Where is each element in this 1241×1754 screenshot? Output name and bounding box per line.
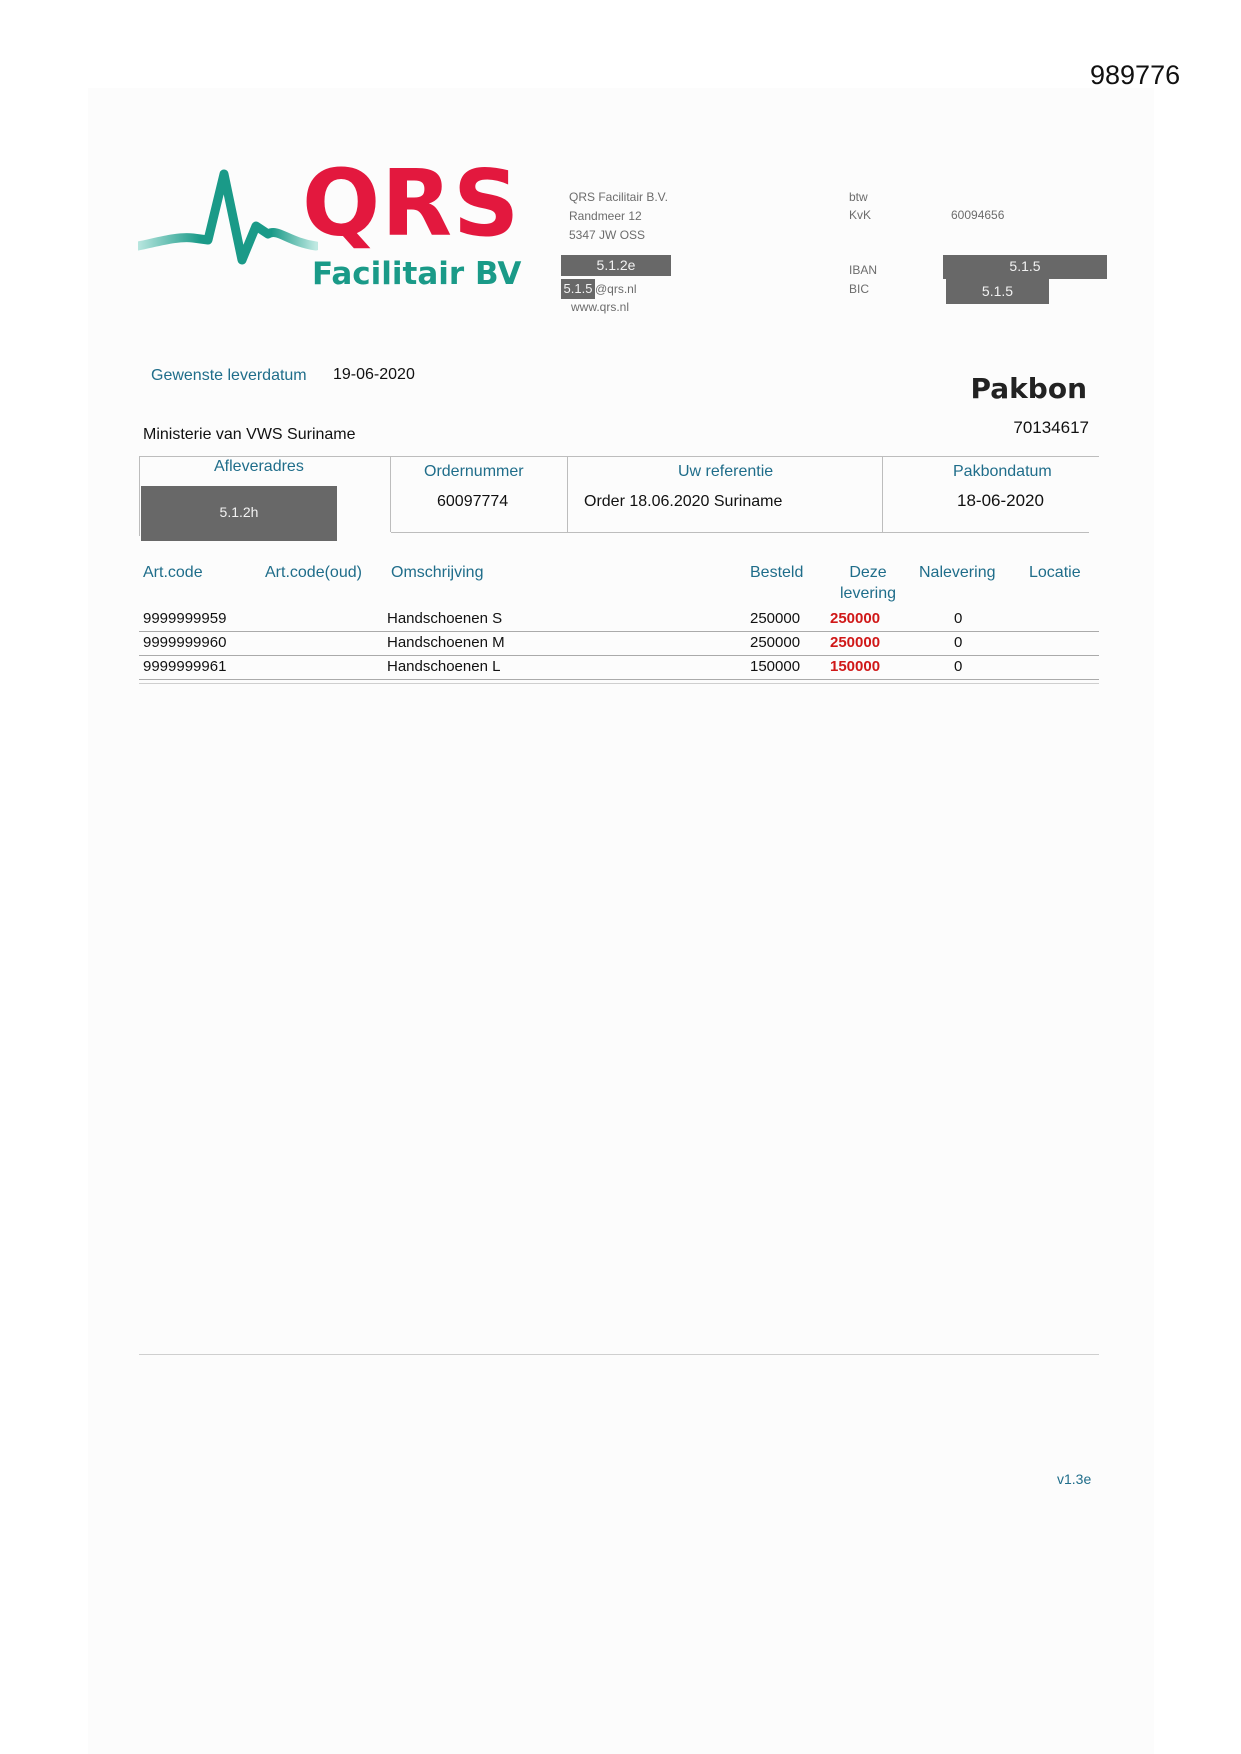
bic-label: BIC: [849, 282, 870, 296]
redacted-email-prefix: 5.1.5: [561, 279, 595, 299]
header-top-line: [139, 456, 1099, 457]
logo-text-qrs: QRS: [302, 150, 521, 257]
document-title: Pakbon: [970, 372, 1087, 405]
cell-besteld: 250000: [750, 634, 801, 651]
cell-besteld: 150000: [750, 658, 801, 675]
row-divider: [139, 631, 1099, 632]
cell-besteld: 250000: [750, 610, 801, 627]
redacted-phone: 5.1.2e: [561, 255, 671, 276]
afleveradres-label: Afleveradres: [214, 458, 304, 475]
header-divider: [139, 456, 140, 536]
cell-nalevering: 0: [954, 634, 963, 651]
col-header-deze: Deze: [849, 564, 887, 581]
delivery-date-value: 19-06-2020: [333, 366, 415, 383]
cell-nalevering: 0: [954, 658, 963, 675]
customer-name: Ministerie van VWS Suriname: [143, 426, 356, 443]
table-bottom-line: [139, 683, 1099, 684]
kvk-value: 60094656: [951, 208, 1005, 222]
company-city: 5347 JW OSS: [569, 228, 646, 242]
cell-deze-levering: 150000: [830, 658, 881, 675]
cell-deze-levering: 250000: [830, 610, 881, 627]
col-header-omschrijving: Omschrijving: [391, 564, 484, 581]
row-divider: [139, 655, 1099, 656]
ordernummer-value: 60097774: [437, 493, 509, 510]
company-name: QRS Facilitair B.V.: [569, 190, 668, 204]
col-header-deze-levering: [840, 564, 896, 603]
delivery-date-label: Gewenste leverdatum: [151, 367, 307, 384]
kvk-label: KvK: [849, 208, 872, 222]
pakbon-number: 70134617: [1013, 418, 1089, 437]
cell-artcode: 9999999959: [143, 610, 227, 627]
logo-text-subtitle: Facilitair BV: [312, 256, 522, 292]
col-header-besteld: Besteld: [750, 564, 804, 581]
cell-nalevering: 0: [954, 610, 963, 627]
company-logo: [138, 150, 538, 298]
header-divider: [882, 456, 883, 532]
company-address: [569, 188, 668, 245]
ordernummer-label: Ordernummer: [424, 463, 524, 480]
header-bottom-line: [391, 532, 1089, 533]
footer-line: [139, 1354, 1099, 1355]
cell-deze-levering: 250000: [830, 634, 881, 651]
cell-omschrijving: Handschoenen L: [387, 658, 501, 675]
redacted-iban: 5.1.5: [943, 255, 1107, 279]
redacted-afleveradres: 5.1.2h: [141, 486, 337, 541]
btw-label: btw: [849, 190, 868, 204]
referentie-label: Uw referentie: [678, 463, 774, 480]
company-street: Randmeer 12: [569, 209, 642, 223]
pakbondatum-value: 18-06-2020: [957, 491, 1044, 510]
cell-omschrijving: Handschoenen S: [387, 610, 503, 627]
pakbondatum-label: Pakbondatum: [953, 463, 1052, 480]
document-number: 989776: [1090, 60, 1181, 90]
version-label: v1.3e: [1057, 1471, 1092, 1487]
iban-label: IBAN: [849, 263, 878, 277]
col-header-artcode-oud: Art.code(oud): [265, 564, 362, 581]
redacted-bic: 5.1.5: [946, 279, 1049, 304]
col-header-levering: levering: [840, 585, 897, 602]
cell-artcode: 9999999960: [143, 634, 227, 651]
referentie-value: Order 18.06.2020 Suriname: [584, 493, 783, 510]
col-header-locatie: Locatie: [1029, 564, 1081, 581]
page-sheet: [88, 88, 1154, 1754]
heartbeat-icon: [138, 164, 318, 274]
col-header-nalevering: Nalevering: [919, 564, 996, 581]
col-header-artcode: Art.code: [143, 564, 203, 581]
cell-omschrijving: Handschoenen M: [387, 634, 505, 651]
table-bottom-line: [139, 679, 1099, 680]
header-divider: [390, 456, 391, 532]
cell-artcode: 9999999961: [143, 658, 227, 675]
header-divider: [567, 456, 568, 532]
company-email-suffix: @qrs.nl: [595, 282, 637, 296]
company-website: www.qrs.nl: [571, 300, 630, 314]
